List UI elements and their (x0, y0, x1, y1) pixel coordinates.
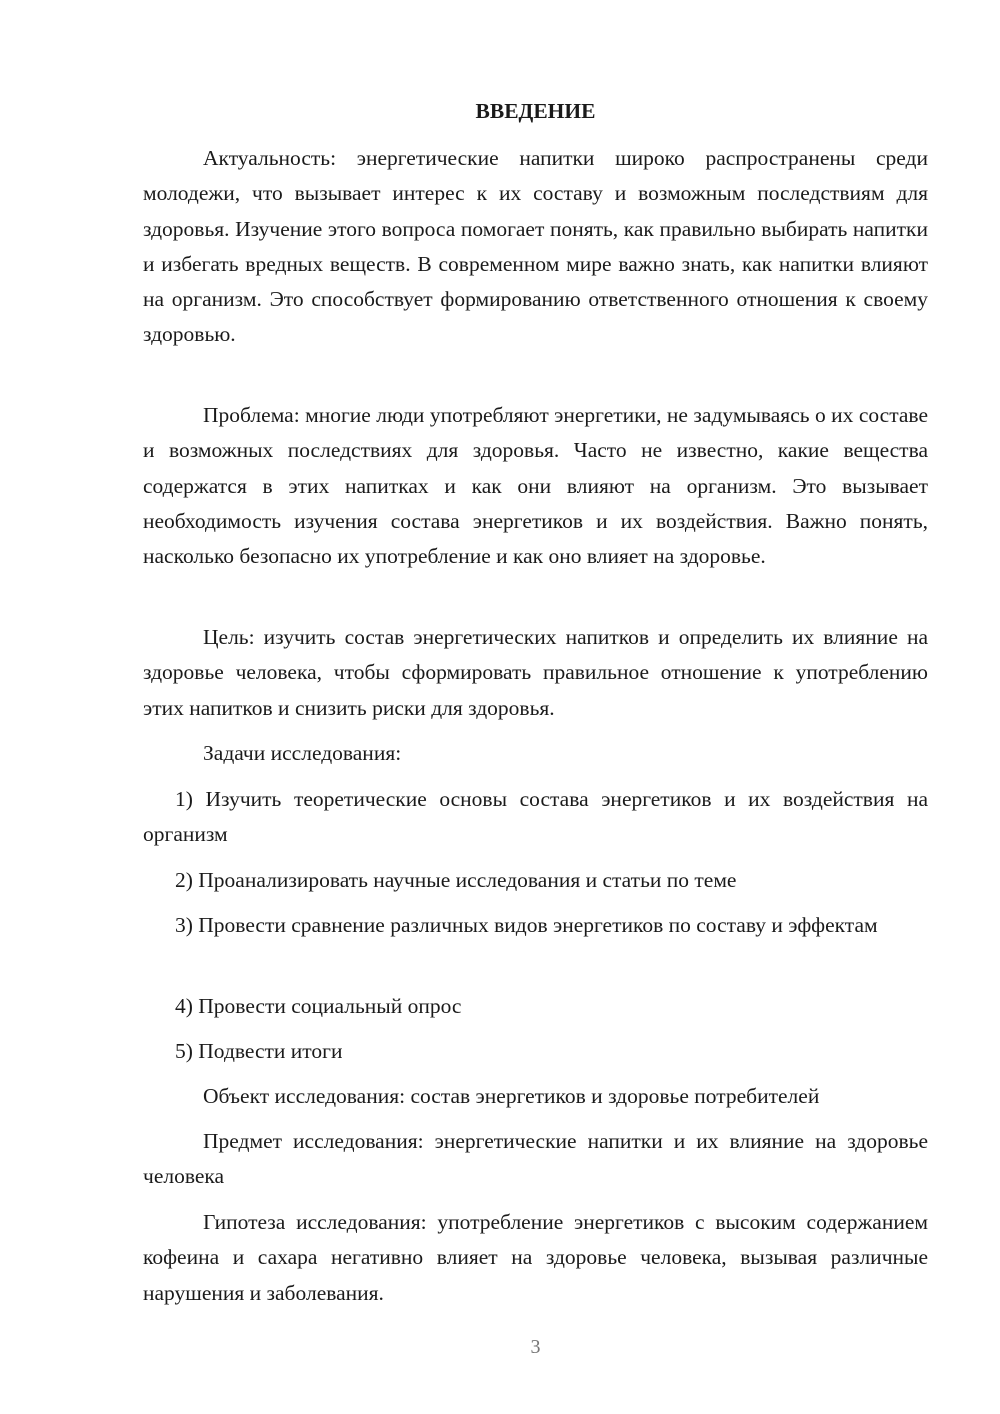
tasks-heading: Задачи исследования: (203, 741, 402, 765)
paragraph-object: Объект исследования: состав энергетиков и здоровье потребителей (203, 1084, 820, 1108)
document-page (143, 0, 928, 1414)
page-number: 3 (530, 1336, 541, 1358)
page-title: ВВЕДЕНИЕ (475, 99, 596, 123)
task-item-3: 3) Провести сравнение различных видов энергетиков по составу и эффектам (175, 913, 878, 937)
paragraph-problem: Проблема: многие люди употребляют энергетики, не задумываясь о их составе и возможных последствиях для здоровья. Часто не известно, какие вещества содержатся в этих напитках и как они влияют на организм. Это вызывает необходимость изучения состава энергетиков и их воздействия. Важно понять, насколько безопасно их употребление и как оно влияет на здоровье. (143, 403, 928, 569)
task-item-1: 1) Изучить теоретические основы состава энергетиков и их воздействия на организм (143, 787, 928, 847)
paragraph-hypothesis: Гипотеза исследования: употребление энергетиков с высоким содержанием кофеина и сахара негативно влияет на здоровье человека, вызывая различные нарушения и заболевания. (143, 1210, 928, 1305)
paragraph-relevance: Актуальность: энергетические напитки широко распространены среди молодежи, что вызывает интерес к их составу и возможным последствиям для здоровья. Изучение этого вопроса помогает понять, как правильно выбирать напитки и избегать вредных веществ. В современном мире важно знать, как напитки влияют на организм. Это способствует формированию ответственного отношения к своему здоровью. (143, 146, 928, 347)
task-item-2: 2) Проанализировать научные исследования и статьи по теме (175, 868, 737, 892)
paragraph-subject: Предмет исследования: энергетические напитки и их влияние на здоровье человека (143, 1129, 928, 1189)
task-item-5: 5) Подвести итоги (175, 1039, 343, 1063)
paragraph-goal: Цель: изучить состав энергетических напитков и определить их влияние на здоровье человека, чтобы сформировать правильное отношение к употреблению этих напитков и снизить риски для здоровья. (143, 625, 928, 720)
task-item-4: 4) Провести социальный опрос (175, 994, 462, 1018)
